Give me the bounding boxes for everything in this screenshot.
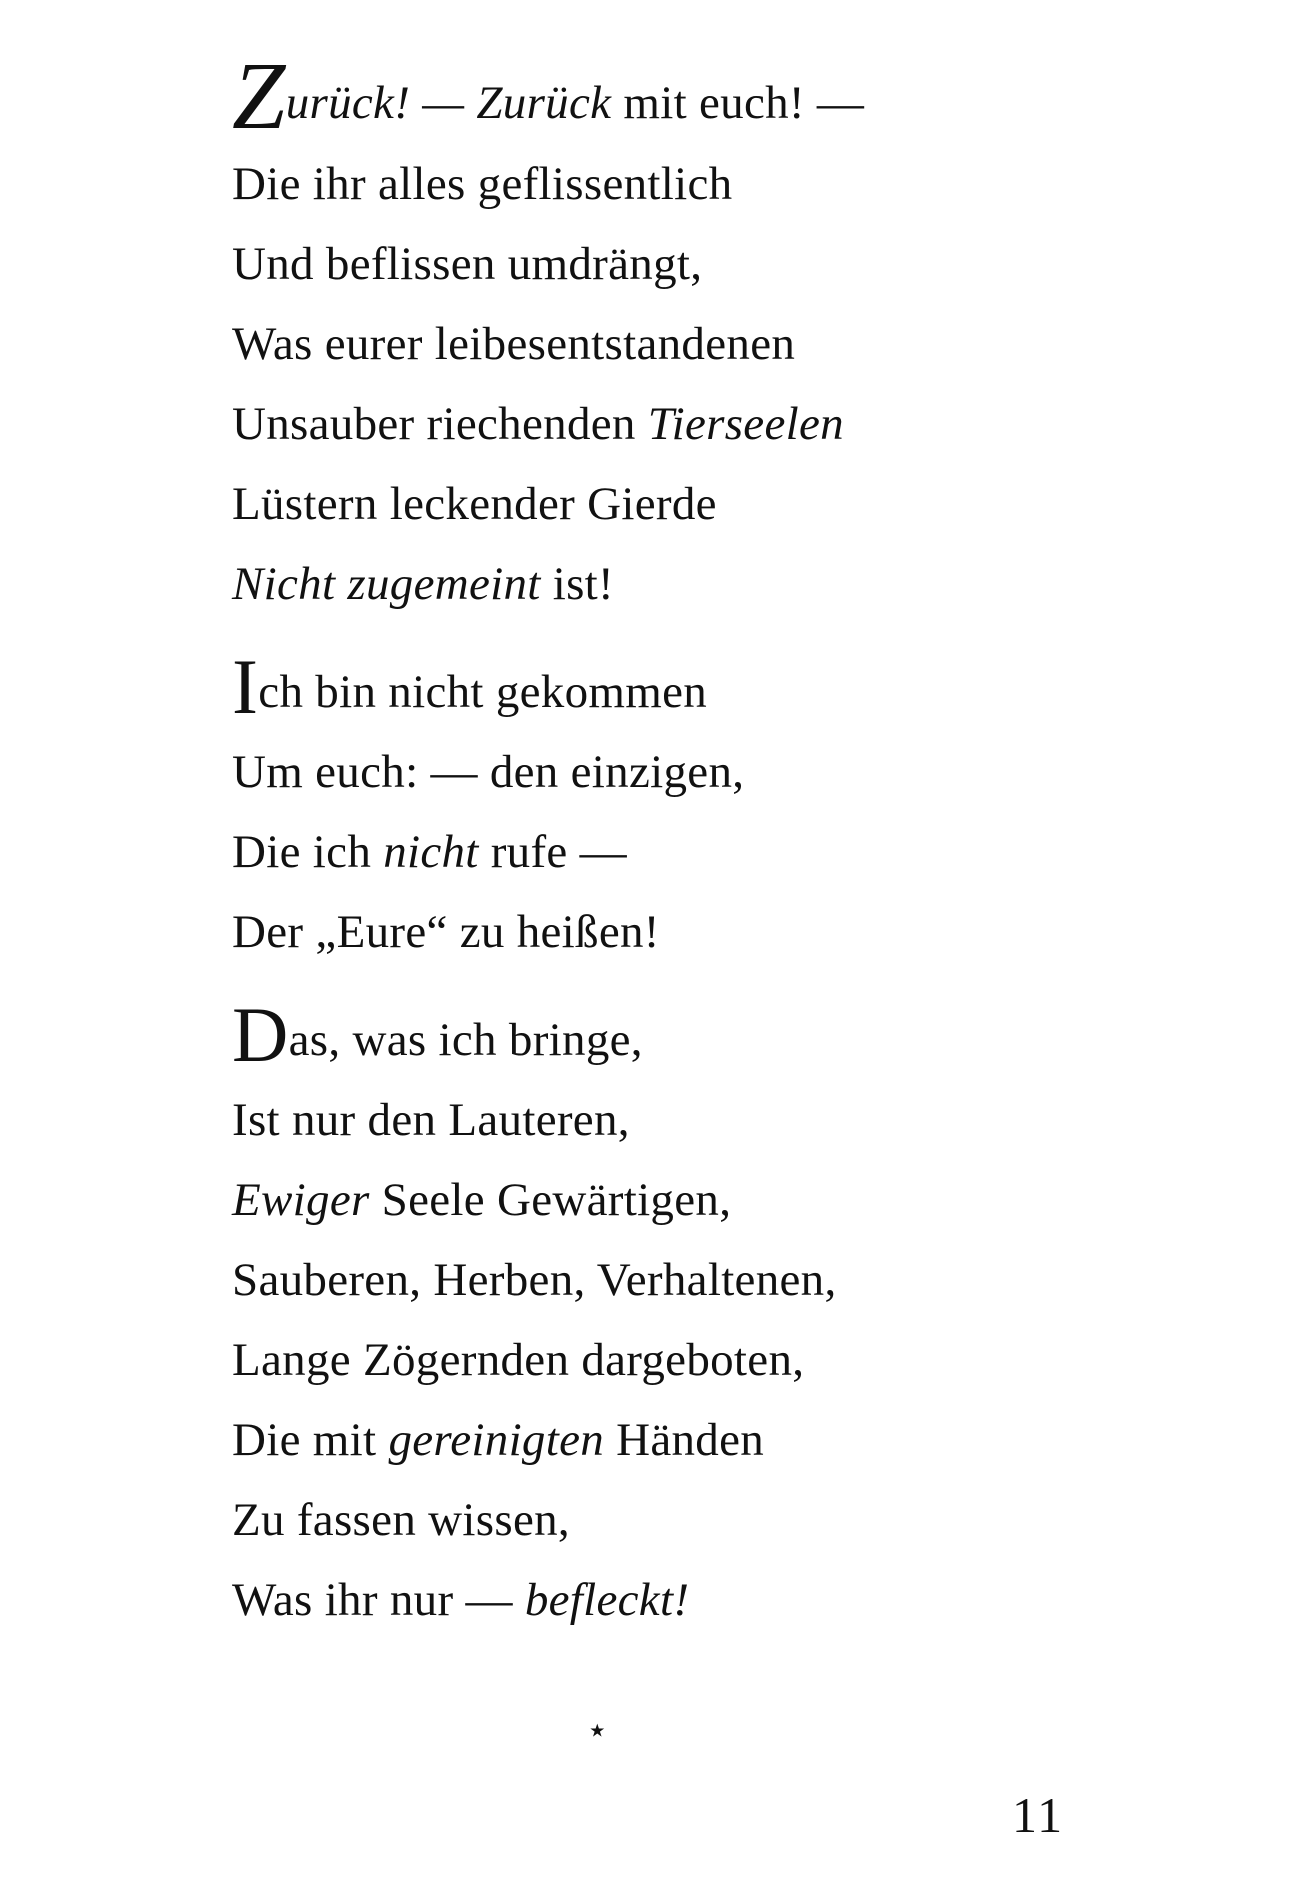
initial-letter: D: [232, 991, 289, 1078]
italic-text: gereinigten: [388, 1414, 605, 1466]
line-text: ch bin nicht gekommen: [258, 666, 708, 718]
poem-line: [232, 42, 1132, 149]
line-text: Lange Zögernden dargeboten,: [232, 1334, 805, 1386]
line-text: Sauberen, Herben, Verhaltenen,: [232, 1254, 837, 1306]
line-text: Händen: [604, 1414, 765, 1466]
line-text: rufe —: [478, 826, 627, 878]
poem-line: [232, 732, 1132, 812]
poem-line: [232, 1320, 1132, 1400]
poem-line: [232, 464, 1132, 544]
italic-text: urück! — Zurück: [285, 77, 612, 129]
poem-line: [232, 1160, 1132, 1240]
line-text: Lüstern leckender Gierde: [232, 478, 717, 530]
line-text: Ist nur den Lauteren,: [232, 1094, 630, 1146]
poem-line: [232, 1480, 1132, 1560]
poem-line: [232, 643, 1132, 732]
line-text: Seele Gewärtigen,: [369, 1174, 732, 1226]
stanza: [232, 42, 1132, 624]
poem-line: [232, 1400, 1132, 1480]
line-text: Die ich: [232, 826, 384, 878]
poem-line: [232, 991, 1132, 1080]
stanza: [232, 991, 1132, 1640]
poem-line: [232, 224, 1132, 304]
line-text: mit euch! —: [611, 77, 865, 129]
line-text: as, was ich bringe,: [288, 1014, 643, 1066]
poem-line: [232, 304, 1132, 384]
line-text: Der „Eure“ zu heißen!: [232, 906, 660, 958]
section-separator-star: ⋆: [586, 1710, 609, 1750]
initial-letter: Z: [232, 42, 286, 149]
poem-line: [232, 812, 1132, 892]
poem-line: [232, 144, 1132, 224]
poem: [232, 42, 1132, 1640]
poem-line: [232, 544, 1132, 624]
poem-line: [232, 384, 1132, 464]
italic-text: befleckt!: [524, 1574, 690, 1626]
stanza: [232, 643, 1132, 972]
italic-text: Ewiger: [232, 1174, 370, 1226]
line-text: Und beflissen umdrängt,: [232, 238, 703, 290]
poem-line: [232, 892, 1132, 972]
line-text: Um euch: — den einzigen,: [232, 746, 745, 798]
italic-text: Nicht zugemeint: [232, 558, 541, 610]
page-number: 11: [1012, 1787, 1065, 1843]
line-text: Die ihr alles geflissentlich: [232, 158, 733, 210]
line-text: Was ihr nur —: [232, 1574, 525, 1626]
initial-letter: I: [232, 643, 259, 730]
line-text: Unsauber riechenden: [232, 398, 648, 450]
italic-text: nicht: [383, 826, 479, 878]
line-text: ist!: [540, 558, 614, 610]
line-text: Die mit: [232, 1414, 389, 1466]
italic-text: Tierseelen: [647, 398, 844, 450]
line-text: Zu fassen wissen,: [232, 1494, 570, 1546]
line-text: Was eurer leibesentstandenen: [232, 318, 796, 370]
poem-line: [232, 1560, 1132, 1640]
poem-line: [232, 1080, 1132, 1160]
poem-line: [232, 1240, 1132, 1320]
